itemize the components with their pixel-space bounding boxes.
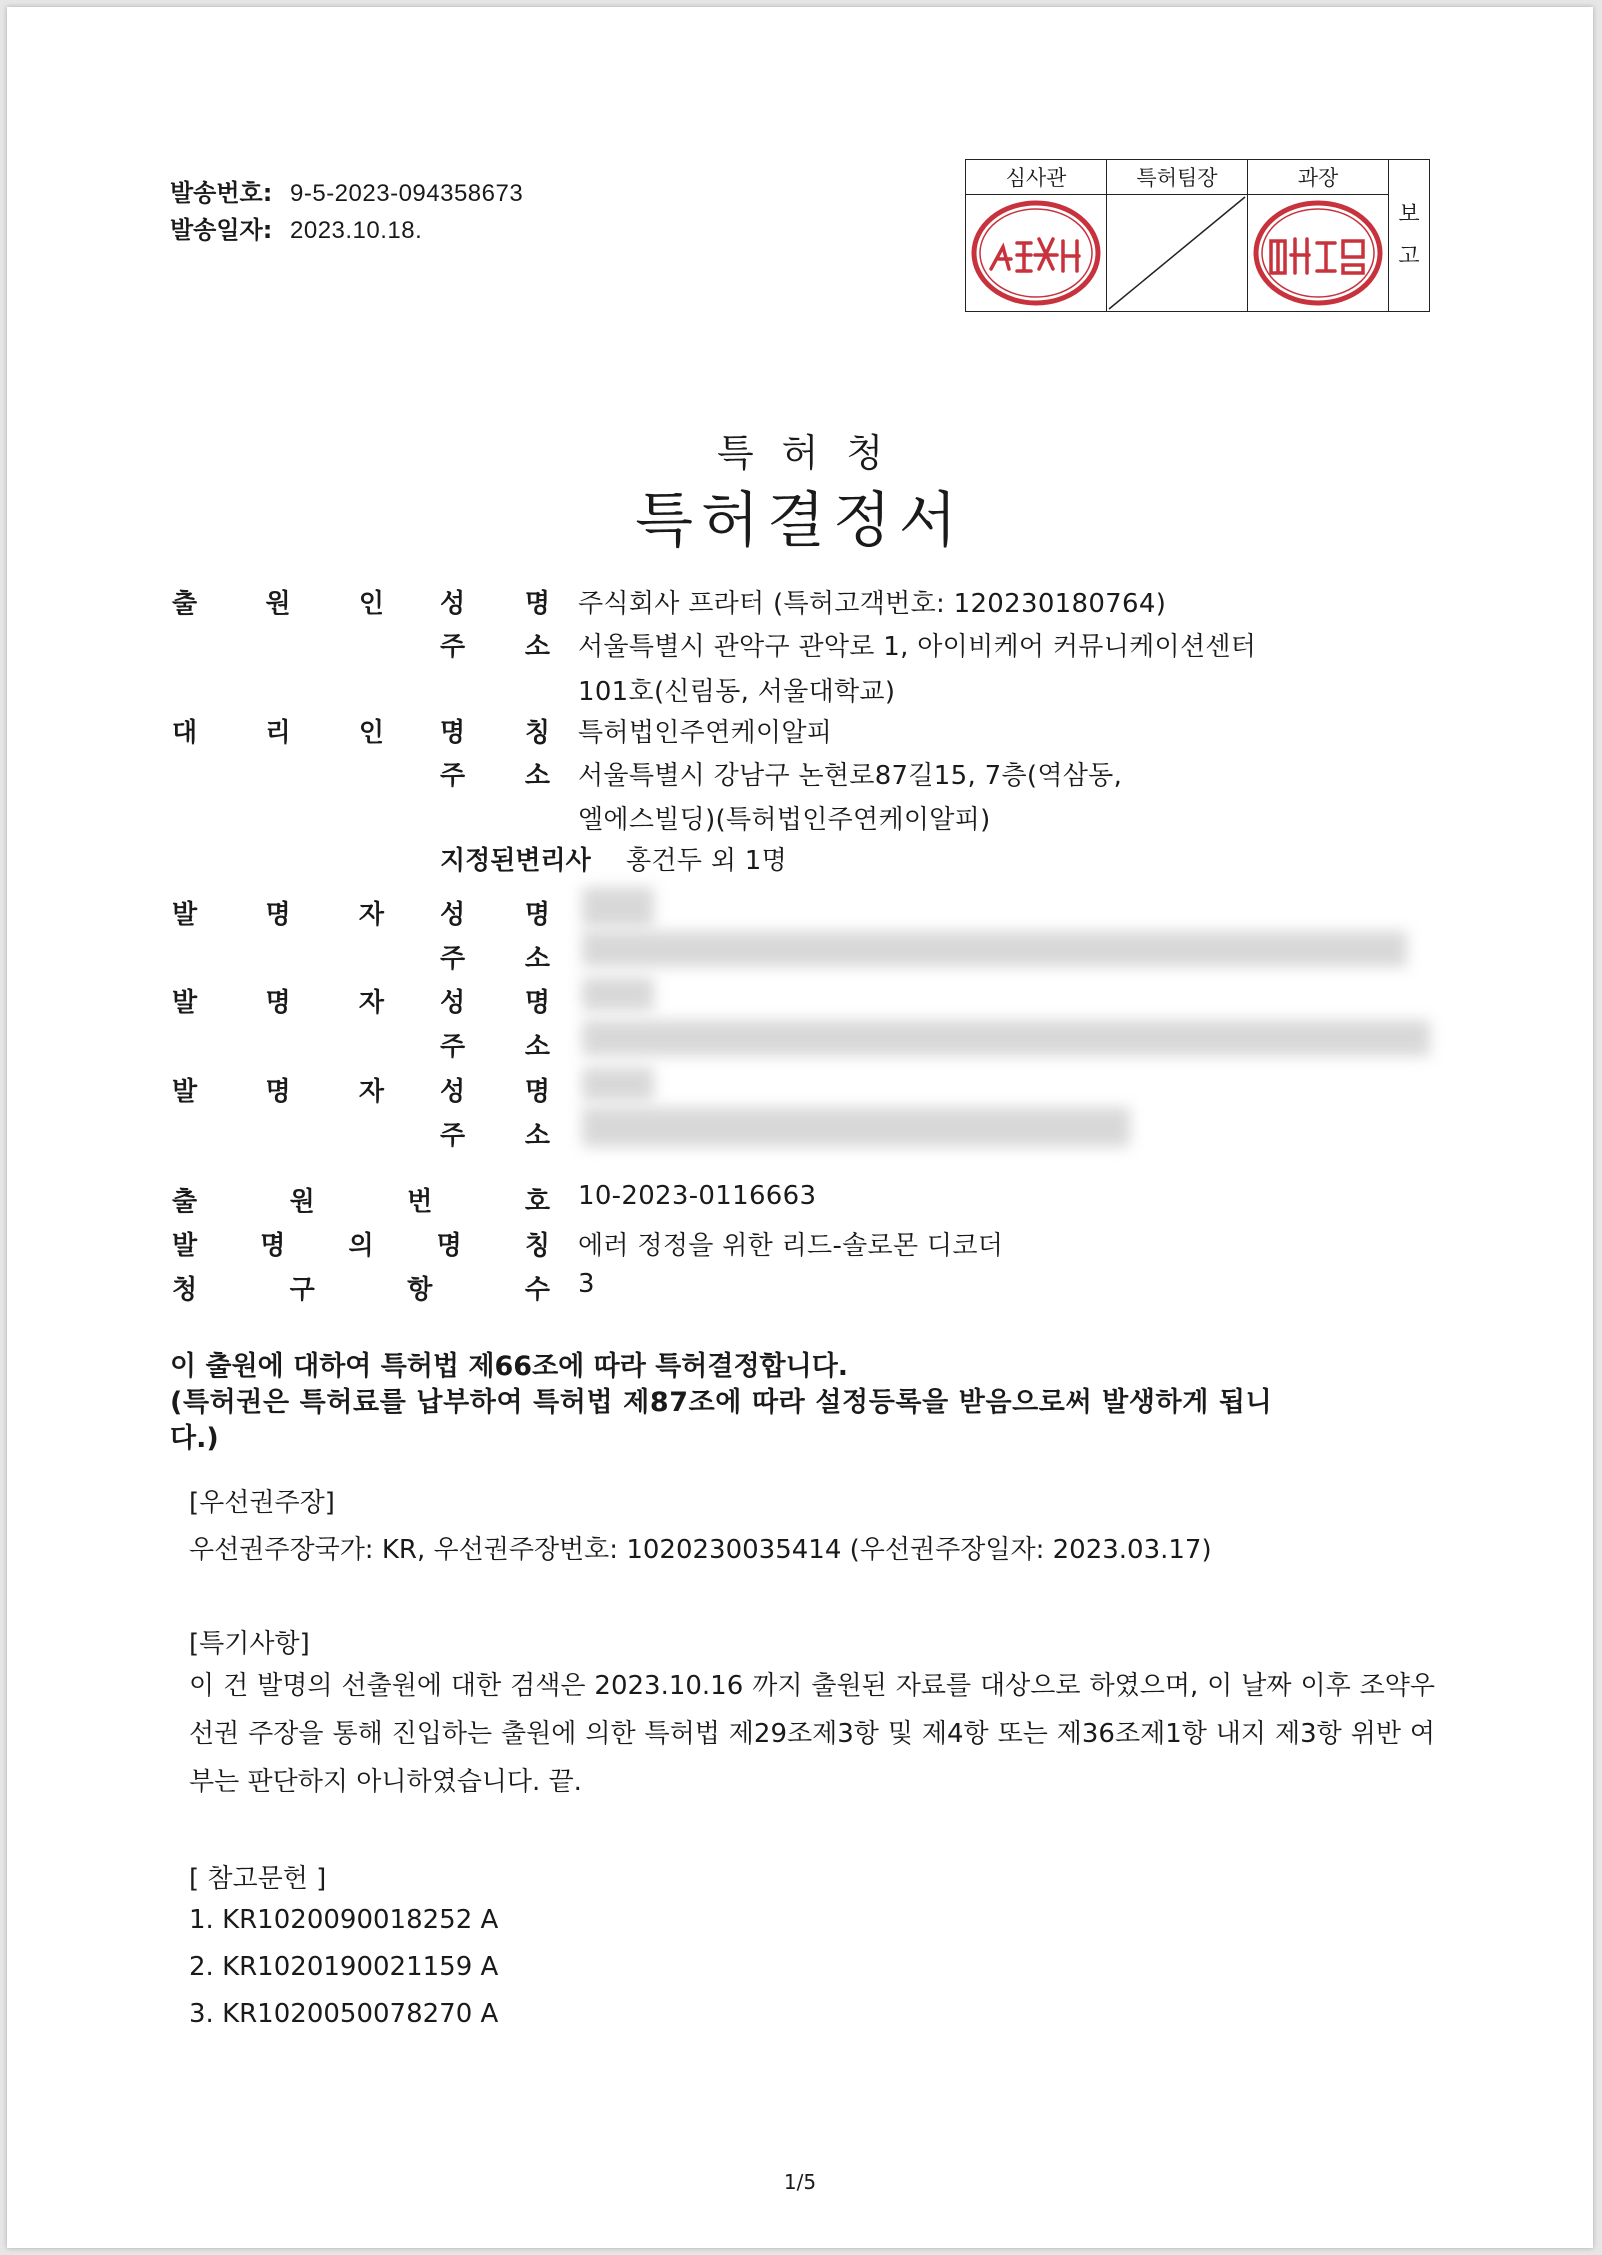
document-page [7, 7, 1593, 2248]
director-seal [1248, 195, 1389, 312]
inventor-1-address-redacted [582, 931, 1407, 967]
page-number: 1/5 [783, 2170, 817, 2194]
designated-attorney: 홍건두 외 1명 [626, 846, 788, 876]
inventor-2-name-label: 성 명 [440, 988, 550, 1018]
reference-item: 2. KR1020190021159 A [189, 1952, 499, 1982]
decision-line-3: 다.) [170, 1423, 219, 1454]
inventor-2-address-label: 주 소 [440, 1032, 550, 1062]
applicant-address-line2: 101호(신림동, 서울대학교) [578, 677, 896, 707]
team-leader-empty [1107, 195, 1248, 312]
send-date-row [170, 210, 422, 245]
agent-name: 특허법인주연케이알피 [578, 718, 833, 748]
director-seal-icon [1251, 199, 1385, 307]
inventor-2-label: 발 명 자 [172, 988, 384, 1018]
document-title: 특허결정서 [635, 486, 965, 556]
application-number-label: 출 원 번 호 [172, 1187, 550, 1217]
decision-line-1: 이 출원에 대하여 특허법 제66조에 따라 특허결정합니다. [170, 1351, 849, 1382]
inventor-3-address-label: 주 소 [440, 1121, 550, 1151]
diagonal-slash-icon [1107, 195, 1247, 311]
agent-label: 대 리 인 [172, 718, 384, 748]
agent-name-label: 명 칭 [440, 718, 550, 748]
claims-count: 3 [578, 1269, 595, 1299]
inventor-2-address-redacted [582, 1020, 1430, 1056]
reference-item: 1. KR1020090018252 A [189, 1905, 499, 1935]
remarks-heading: [특기사항] [189, 1629, 310, 1659]
inventor-1-label: 발 명 자 [172, 900, 384, 930]
agent-address-line2: 엘에스빌딩)(특허법인주연케이알피) [578, 805, 991, 835]
approval-col-examiner: 심사관 [966, 160, 1107, 195]
invention-title-label: 발 명 의 명 칭 [172, 1231, 550, 1261]
examiner-seal-icon [969, 199, 1103, 307]
inventor-1-name-redacted [582, 887, 654, 927]
decision-line-2: (특허권은 특허료를 납부하여 특허법 제87조에 따라 설정등록을 받음으로써 발생하게 됩니 [170, 1387, 1273, 1418]
applicant-address-label: 주 소 [440, 632, 550, 662]
approval-report [1389, 160, 1430, 312]
priority-heading: [우선권주장] [189, 1488, 335, 1518]
send-number-label: 발송번호: [170, 179, 273, 207]
inventor-3-name-redacted [582, 1067, 654, 1101]
application-number: 10-2023-0116663 [578, 1181, 817, 1211]
remarks-text: 이 건 발명의 선출원에 대한 검색은 2023.10.16 까지 출원된 자료를 대상으로 하였으며, 이 날짜 이후 조약우선권 주장을 통해 진입하는 출원에 의한 특허법 제29조제3항 및 제4항 또는 제36조제1항 내지 제3항 위반 여부는 판단하지 아니하였습니다. 끝. [189, 1671, 1435, 1797]
agent-address-label: 주 소 [440, 761, 550, 791]
inventor-3-name-label: 성 명 [440, 1077, 550, 1107]
references-heading: [ 참고문헌 ] [189, 1864, 327, 1894]
approval-col-team-leader: 특허팀장 [1107, 160, 1248, 195]
applicant-name: 주식회사 프라터 (특허고객번호: 120230180764) [578, 589, 1167, 619]
inventor-3-label: 발 명 자 [172, 1077, 384, 1107]
examiner-seal [966, 195, 1107, 312]
inventor-3-address-redacted [582, 1107, 1130, 1147]
applicant-label: 출 원 인 [172, 589, 384, 619]
send-date: 2023.10.18. [290, 217, 423, 244]
applicant-name-label: 성 명 [440, 589, 550, 619]
inventor-2-name-redacted [582, 977, 654, 1011]
approval-table [965, 159, 1430, 312]
inventor-1-name-label: 성 명 [440, 900, 550, 930]
reference-item: 3. KR1020050078270 A [189, 1999, 499, 2029]
invention-title: 에러 정정을 위한 리드-솔로몬 디코더 [578, 1231, 1004, 1261]
send-date-label: 발송일자: [170, 216, 273, 244]
inventor-1-address-label: 주 소 [440, 944, 550, 974]
agency-name: 특허청 [716, 431, 912, 475]
claims-count-label: 청 구 항 수 [172, 1275, 550, 1305]
send-number: 9-5-2023-094358673 [290, 180, 524, 207]
priority-text: 우선권주장국가: KR, 우선권주장번호: 1020230035414 (우선권주장일자: 2023.03.17) [189, 1535, 1212, 1565]
agent-address-line1: 서울특별시 강남구 논현로87길15, 7층(역삼동, [578, 761, 1123, 791]
designated-attorney-label: 지정된변리사 [440, 846, 591, 876]
send-number-row [170, 173, 523, 208]
approval-col-director: 과장 [1248, 160, 1389, 195]
applicant-address-line1: 서울특별시 관악구 관악로 1, 아이비케어 커뮤니케이션센터 [578, 632, 1257, 662]
approval-report-text: 보고 [1398, 201, 1420, 269]
